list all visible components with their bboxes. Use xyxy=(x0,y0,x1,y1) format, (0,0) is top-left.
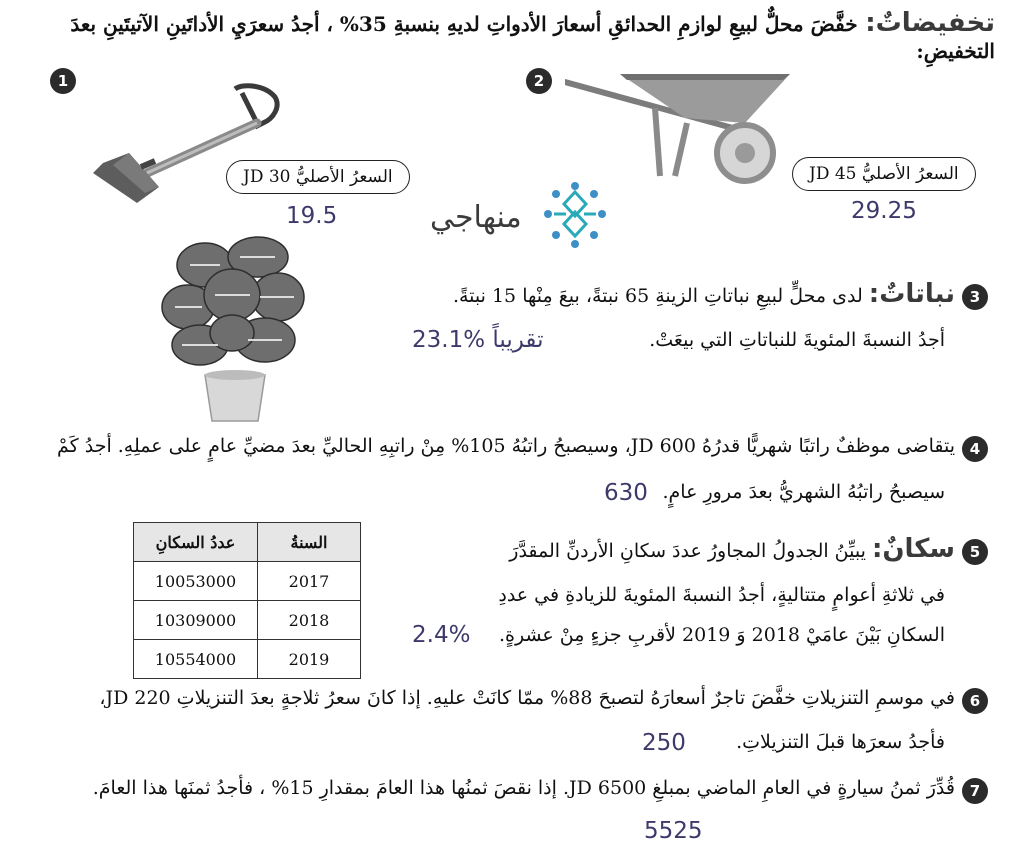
q5-line2: في ثلاثةِ أعوامٍ متتاليةٍ، أجدُ النسبةَ المئويةَ للزيادةِ في عددِ xyxy=(498,584,945,606)
year-cell: 2019 xyxy=(258,640,361,679)
table-row xyxy=(134,601,361,640)
logo-emblem xyxy=(542,180,608,254)
year-cell: 2017 xyxy=(258,562,361,601)
table-row xyxy=(134,640,361,679)
table-header-row xyxy=(134,523,361,562)
population-table xyxy=(133,522,361,679)
question-7-badge: 7 xyxy=(962,778,988,804)
q7-answer: 5525 xyxy=(644,818,703,844)
table-row xyxy=(134,562,361,601)
q3-answer: 23.1% تقريباً xyxy=(412,327,544,353)
q3-text: لدى محلٍّ لبيعِ نباتاتِ الزينةِ 65 نبتةً، بيعَ مِنْها 15 نبتةً. xyxy=(452,285,863,307)
q6-line1: في موسمِ التنزيلاتِ خفَّضَ تاجرٌ أسعارَهُ لتصبحَ 88% ممّا كانَتْ عليهِ. إذا كانَ سعرُ ثلاجةٍ بعدَ التنزيلاتِ JD 220، xyxy=(99,687,955,709)
q6-answer: 250 xyxy=(642,730,686,756)
col-population-header: عددُ السكانِ xyxy=(134,523,258,562)
q3-question: أجدُ النسبةَ المئويةَ للنباتاتِ التي بيعَتْ. xyxy=(649,329,945,351)
q1-price-label: السعرُ الأصليُّ JD 30 xyxy=(226,160,410,194)
q2-price-label: السعرُ الأصليُّ JD 45 xyxy=(792,157,976,191)
population-cell: 10309000 xyxy=(134,601,258,640)
population-cell: 10554000 xyxy=(134,640,258,679)
plant-illustration xyxy=(160,235,305,425)
logo xyxy=(430,180,610,260)
q5-line3: السكانِ بَيْنَ عامَيْ 2018 وَ 2019 لأقربِ جزءٍ مِنْ عشرةٍ. xyxy=(499,624,945,646)
question-4-badge: 4 xyxy=(962,436,988,462)
wheelbarrow-illustration xyxy=(565,68,795,188)
shovel-illustration xyxy=(85,75,295,215)
intro-heading: تخفيضاتٌ: xyxy=(865,8,995,38)
q4-line1: يتقاضى موظفٌ راتبًا شهريًّا قدرُهُ JD 600، وسيصبحُ راتبُهُ 105% مِنْ راتبِهِ الحاليِّ بعدَ مضيِّ عامٍ على عملِهِ. أجدُ كَمْ xyxy=(57,435,955,457)
question-1-badge: 1 xyxy=(50,68,76,94)
intro-text: خفَّضَ محلٌّ لبيعِ لوازمِ الحدائقِ أسعارَ الأدواتِ لديهِ بنسبةِ 35% ، أجدُ سعرَيِ الأداتَينِ الآتيتَينِ بعدَ التخفيضِ: xyxy=(70,12,995,63)
q5-answer: 2.4% xyxy=(412,622,471,648)
question-3-badge: 3 xyxy=(962,284,988,310)
q5-heading: سكانٌ: xyxy=(871,534,955,564)
question-5-badge: 5 xyxy=(962,539,988,565)
intro xyxy=(10,8,995,64)
q6-line2: فأجدُ سعرَها قبلَ التنزيلاتِ. xyxy=(736,731,945,753)
q1-answer: 19.5 xyxy=(286,203,338,229)
q2-answer: 29.25 xyxy=(851,198,917,224)
q7-line1: قُدِّرَ ثمنُ سيارةٍ في العامِ الماضي بمبلغِ JD 6500. إذا نقصَ ثمنُها هذا العامَ بمقدارِ 15% ، فأجدُ ثمنَها هذا العامَ. xyxy=(92,777,955,799)
q5-text: يبيِّنُ الجدولُ المجاورُ عددَ سكانِ الأردنِّ المقدَّرَ xyxy=(509,540,866,562)
q3-line1 xyxy=(380,276,955,314)
population-cell: 10053000 xyxy=(134,562,258,601)
q4-line2: سيصبحُ راتبُهُ الشهريُّ بعدَ مرورِ عامٍ. xyxy=(662,481,945,503)
q3-heading: نباتاتٌ: xyxy=(868,279,955,309)
question-6-badge: 6 xyxy=(962,688,988,714)
question-2-badge: 2 xyxy=(526,68,552,94)
q4-answer: 630 xyxy=(604,480,648,506)
col-year-header: السنةُ xyxy=(258,523,361,562)
year-cell: 2018 xyxy=(258,601,361,640)
logo-text: منهاجي xyxy=(430,200,522,235)
q5-line1 xyxy=(490,531,955,569)
